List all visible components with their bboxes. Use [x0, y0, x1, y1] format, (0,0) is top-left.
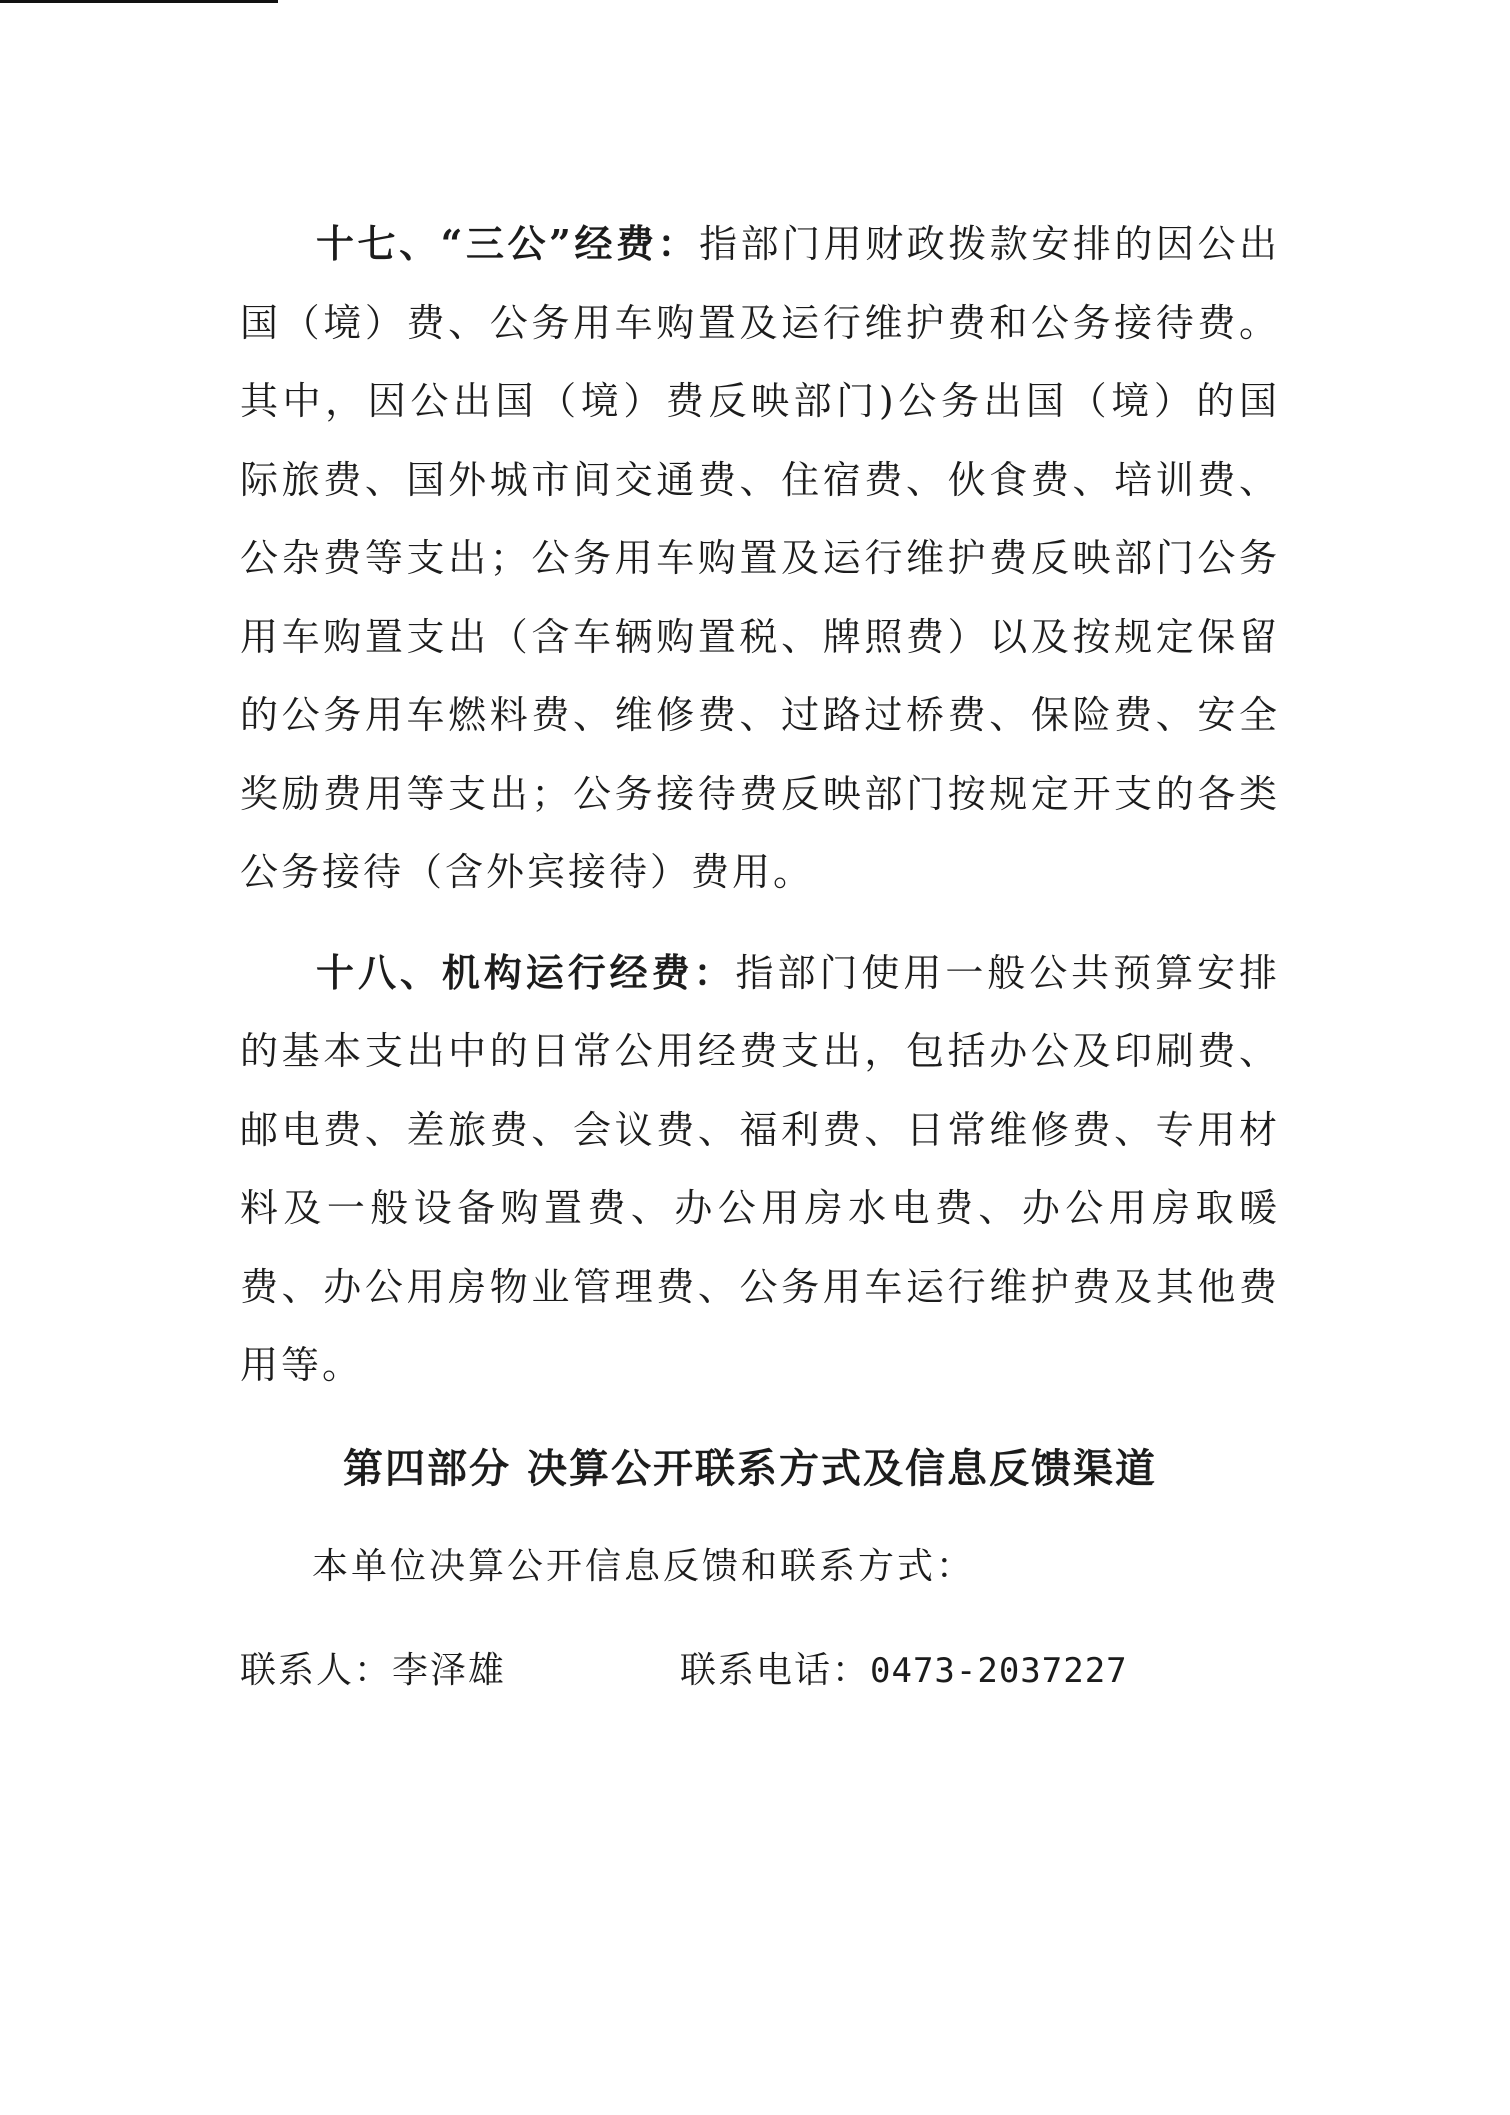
contact-phone-number: 0473-2037227 — [870, 1650, 1128, 1691]
contact-person-name: 李泽雄 — [392, 1649, 507, 1691]
contact-person-label: 联系人： — [240, 1649, 393, 1691]
contact-info — [240, 1641, 1280, 1701]
definition-institution-operating-expenses — [240, 934, 1280, 1405]
scan-edge-mark — [0, 0, 278, 3]
definition-term: 十八、机构运行经费： — [316, 949, 736, 995]
definition-three-public-expenses — [240, 205, 1280, 912]
contact-phone-label: 联系电话： — [680, 1649, 871, 1691]
document-page — [240, 205, 1280, 1701]
contact-person — [240, 1641, 506, 1701]
contact-phone — [680, 1641, 1128, 1701]
definition-body: 指部门用财政拨款安排的因公出国（境）费、公务用车购置及运行维护费和公务接待费。其中，因公出国（境）费反映部门)公务出国（境）的国际旅费、国外城市间交通费、住宿费、伙食费、培训费、公杂费等支出；公务用车购置及运行维护费反映部门公务用车购置支出（含车辆购置税、牌照费）以及按规定保留的公务用车燃料费、维修费、过路过桥费、保险费、安全奖励费用等支出；公务接待费反映部门按规定开支的各类公务接待（含外宾接待）费用。 — [240, 222, 1280, 894]
definition-body: 指部门使用一般公共预算安排的基本支出中的日常公用经费支出，包括办公及印刷费、邮电费、差旅费、会议费、福利费、日常维修费、专用材料及一般设备购置费、办公用房水电费、办公用房取暖费、办公用房物业管理费、公务用车运行维护费及其他费用等。 — [240, 950, 1280, 1387]
feedback-intro: 本单位决算公开信息反馈和联系方式： — [312, 1545, 976, 1587]
definition-term: 十七、“三公”经费： — [316, 221, 700, 266]
section-heading: 第四部分 决算公开联系方式及信息反馈渠道 — [343, 1445, 1157, 1492]
